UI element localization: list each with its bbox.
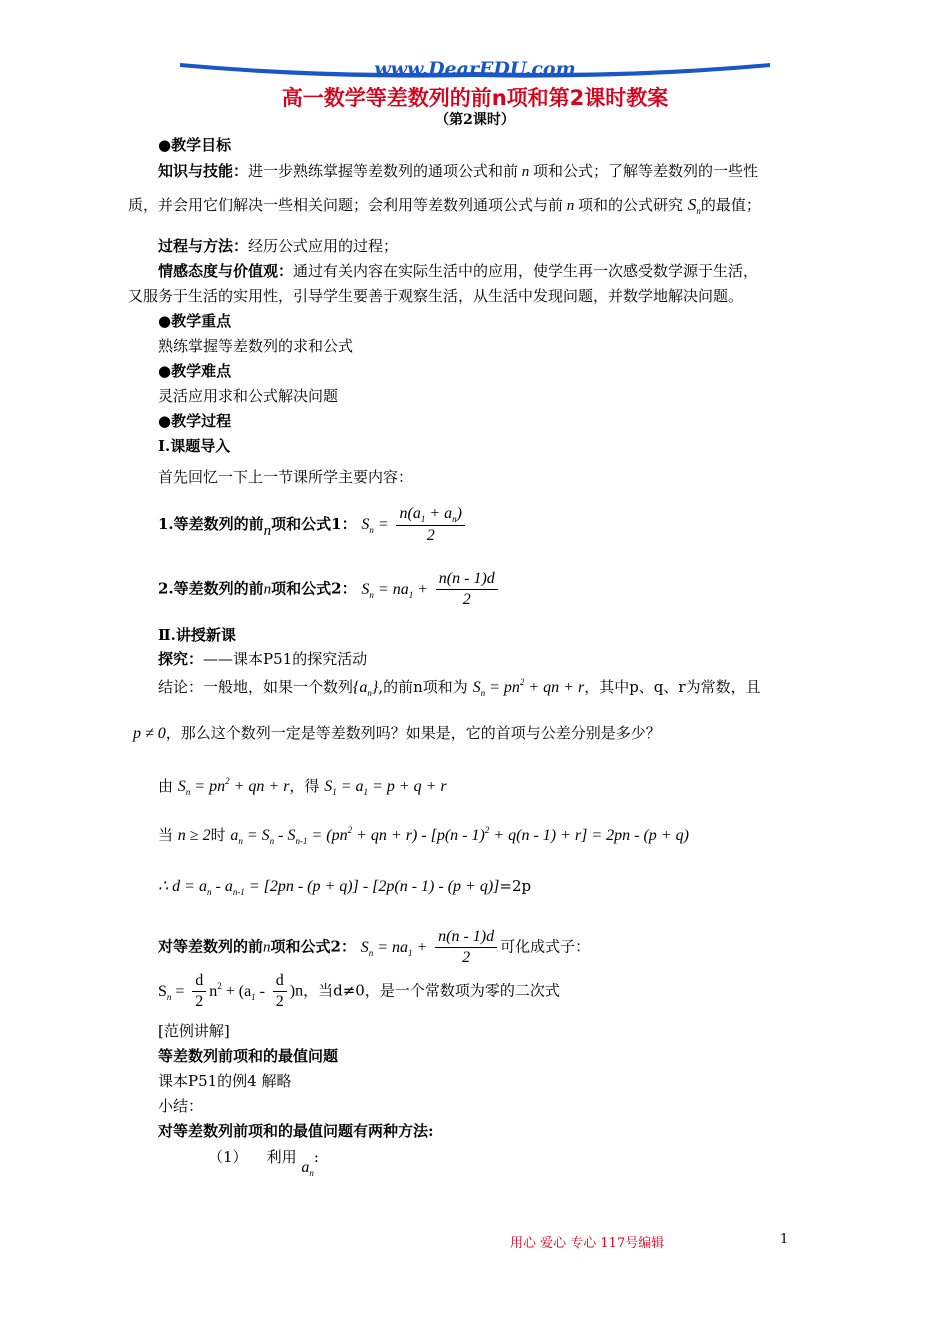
page-subtitle: （第2课时） <box>435 112 515 128</box>
example-label: [范例讲解] <box>158 1022 230 1040</box>
example-title: 等差数列前项和的最值问题 <box>158 1047 339 1065</box>
page-title: 高一数学等差数列的前n项和第2课时教案 <box>281 86 669 110</box>
conclusion-line-1: 结论：一般地，如果一个数列$\{a_n\}$,的前n项和为 $S_n = pn^2$ + qn + r，其中p、q、r为常数，且 <box>158 677 761 698</box>
part2-heading: Ⅱ.讲授新课 <box>158 626 236 644</box>
footer-note: 用心 爱心 专心 117号编辑 <box>510 1236 665 1251</box>
key-point-text: 熟练掌握等差数列的求和公式 <box>158 337 354 355</box>
recall-text: 首先回忆一下上一节课所学主要内容： <box>158 468 414 486</box>
emotion-line-1: 情感态度与价值观：通过有关内容在实际生活中的应用，使学生再一次感受数学源于生活， <box>158 262 759 280</box>
method-1: （1） 利用 $a_n$: <box>208 1148 319 1178</box>
derivation-line-2: 当 n ≥ 2时 $a_n = S_n - S_{n-1} = (pn^2$ + qn + r) - [p(n - 1)$^2$ + q(n - 1) + r] = 2pn - (p + q) <box>158 825 689 846</box>
difficulty-text: 灵活应用求和公式解决问题 <box>158 387 339 405</box>
key-point-heading: ●教学重点 <box>158 312 232 330</box>
derivation-line-1: 由 $S_n = pn^2$ + qn + r，得 $S_1 = a_1 = p + q + r$ <box>158 776 447 797</box>
knowledge-line-2: 质，并会用它们解决一些相关问题；会利用等差数列通项公式与前 n 项和的公式研究 $S_n$的最值； <box>128 195 761 216</box>
formula-2: 2.等差数列的前n项和公式2： $S_n = na_1$ + $\frac{n(n - 1)d}{2}$ <box>158 570 501 609</box>
page-number: 1 <box>780 1232 789 1247</box>
process-method-line: 过程与方法：经历公式应用的过程； <box>158 237 399 255</box>
process-heading: ●教学过程 <box>158 412 232 430</box>
derivation-line-3: ∴ $d = a_n - a_{n-1} = [2pn - (p + q)] - [2p(n - 1) - (p + q)]=2p$ <box>158 877 532 897</box>
summary-title: 对等差数列前项和的最值问题有两种方法: <box>158 1122 434 1140</box>
formula-1: 1.等差数列的前n项和公式1： $S_n$ = $\frac{n(a_1 + a_n)}{2}$ <box>158 505 468 545</box>
logo-text: www.DearEDU.com <box>374 58 576 80</box>
formula-2-rewrite: 对等差数列的前n项和公式2： $S_n = na_1$ + $\frac{n(n - 1)d}{2}$ 可化成式子： <box>158 928 591 966</box>
difficulty-heading: ●教学难点 <box>158 362 232 380</box>
knowledge-line-1: 知识与技能：进一步熟练掌握等差数列的通项公式和前 n 项和公式；了解等差数列的一些性 <box>158 162 759 180</box>
conclusion-line-2: p ≠ 0，那么这个数列一定是等差数列吗？如果是，它的首项与公差分别是多少？ <box>133 724 661 742</box>
emotion-line-2: 又服务于生活的实用性，引导学生要善于观察生活，从生活中发现问题，并数学地解决问题。 <box>128 287 744 305</box>
objectives-heading: ●教学目标 <box>158 136 232 154</box>
example-ref: 课本P51的例4 解略 <box>158 1072 292 1090</box>
part1-heading: Ⅰ.课题导入 <box>158 437 231 455</box>
summary-label: 小结： <box>158 1097 204 1115</box>
explore-line: 探究：——课本P51的探究活动 <box>158 650 368 668</box>
quadratic-form: $S_n$ = $\frac{d}{2}$ $n^2 + (a_1$ - $\frac{d}{2}$ )n，当d≠0，是一个常数项为零的二次式 <box>158 972 560 1010</box>
